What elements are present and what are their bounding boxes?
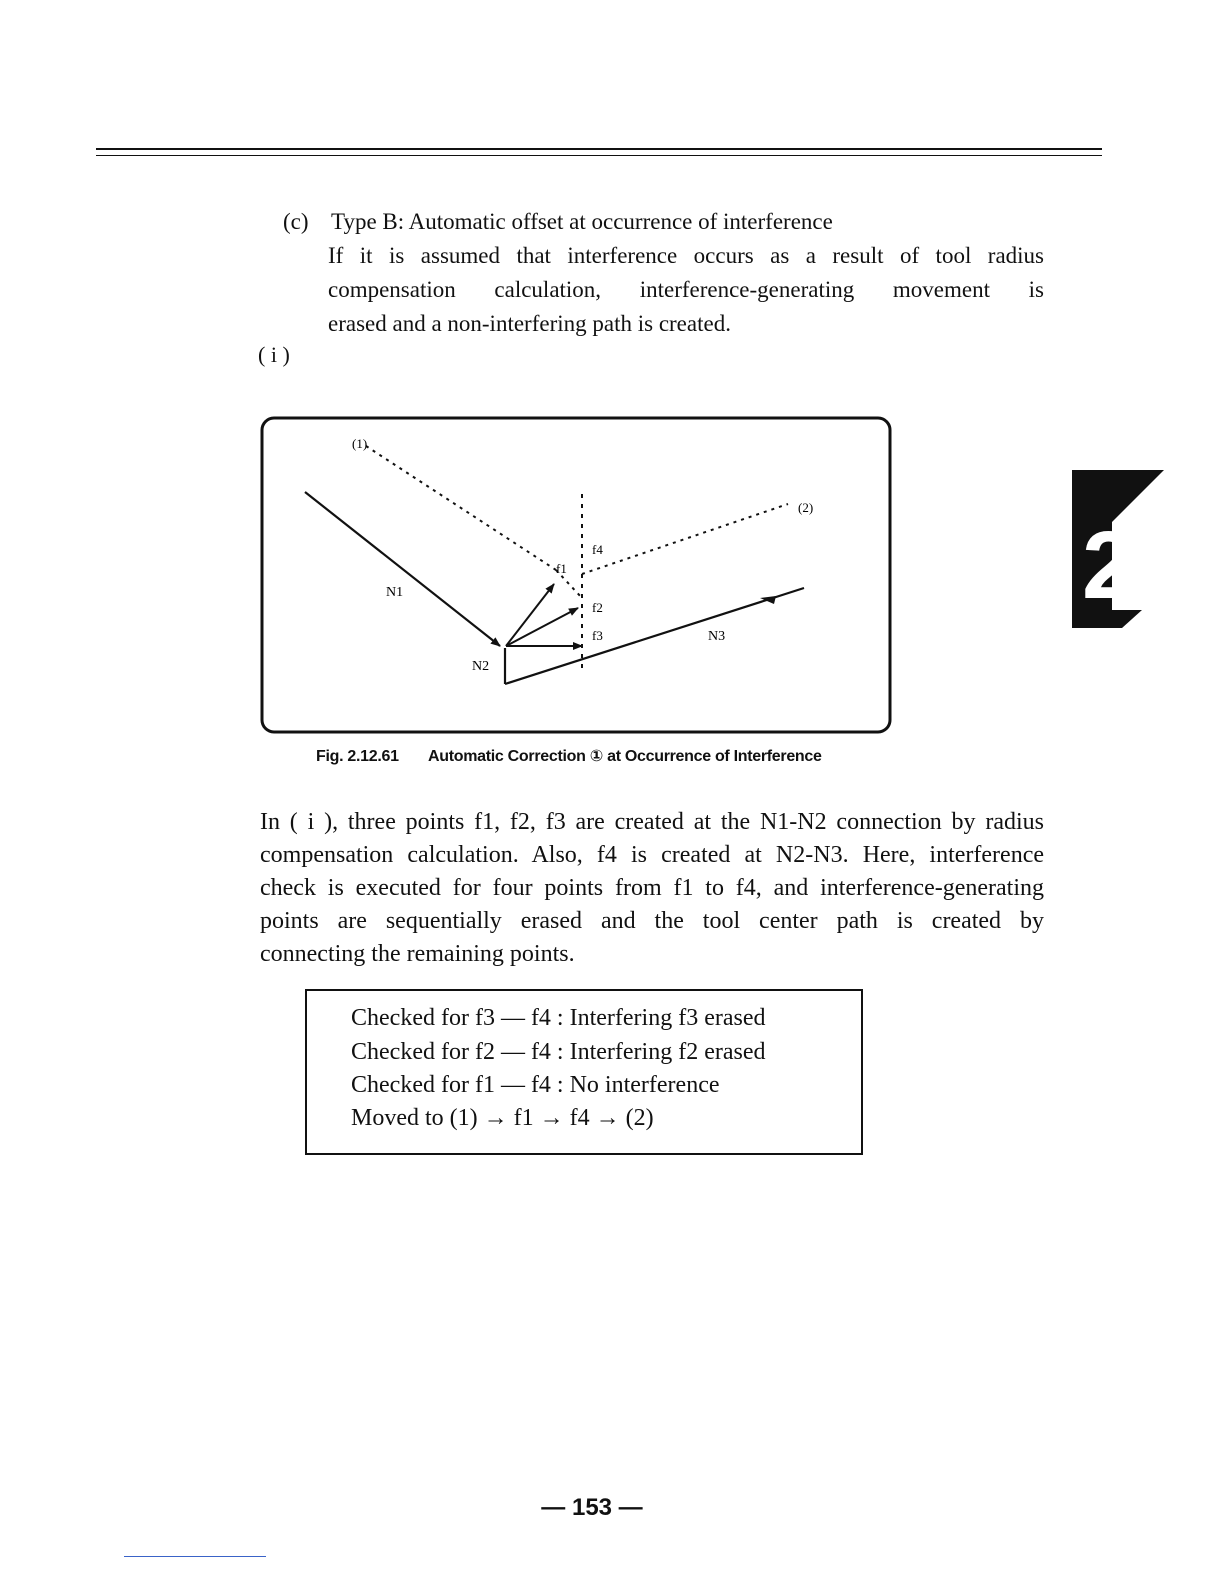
body-line: compensation calculation. Also, f4 is created at N2-N3. Here, interference <box>260 842 1044 868</box>
header-rule-bottom <box>96 155 1102 156</box>
tool-path-start <box>366 446 556 570</box>
n3-arrowhead <box>760 596 776 604</box>
check-line: Checked for f3 — f4 : Interfering f3 erased <box>351 1005 766 1031</box>
label-n3: N3 <box>708 629 726 644</box>
check-line: Checked for f2 — f4 : Interfering f2 erased <box>351 1039 766 1065</box>
caption-number: Fig. 2.12.61 <box>316 748 399 765</box>
paragraph-line: If it is assumed that interference occurs as a result of tool radius <box>328 243 1044 268</box>
label-f3: f3 <box>592 628 603 643</box>
chapter-tab <box>1072 470 1164 628</box>
body-line: connecting the remaining points. <box>260 941 575 967</box>
label-n2: N2 <box>472 659 490 674</box>
n1-path <box>305 492 500 646</box>
section-paragraph <box>328 239 1044 341</box>
tool-path-f4-end <box>582 504 788 574</box>
body-line: In ( i ), three points f1, f2, f3 are created at the N1-N2 connection by radius <box>260 809 1044 835</box>
body-line: points are sequentially erased and the tool center path is created by <box>260 908 1044 934</box>
chapter-tab-number: 2 <box>1082 512 1136 619</box>
section-heading <box>283 205 833 239</box>
body-paragraph <box>260 806 1044 971</box>
paragraph-line: compensation calculation, interference-generating movement is <box>328 277 1044 302</box>
label-f1: f1 <box>556 561 567 576</box>
footer-line <box>124 1556 266 1557</box>
label-n1: N1 <box>386 585 404 600</box>
section-label: (c) <box>283 209 309 234</box>
label-f4: f4 <box>592 542 603 557</box>
label-f2: f2 <box>592 600 603 615</box>
vector-f1 <box>506 584 554 646</box>
page-number: — 153 — <box>541 1494 643 1521</box>
caption-text: Automatic Correction ① at Occurrence of Interference <box>428 748 822 765</box>
vector-f2 <box>506 608 578 646</box>
label-start: (1) <box>352 436 368 451</box>
check-line: Moved to (1) → f1 → f4 → (2) <box>351 1105 654 1131</box>
section-title: Type B: Automatic offset at occurrence of interference <box>331 209 833 234</box>
n3-path <box>505 588 804 684</box>
body-line: check is executed for four points from f1 to f4, and interference-generating <box>260 875 1044 901</box>
header-rule-top <box>96 148 1102 150</box>
figure-caption <box>316 746 822 766</box>
subsection-label: ( i ) <box>258 342 290 367</box>
check-summary-box <box>305 989 863 1155</box>
interference-figure <box>260 416 892 734</box>
paragraph-line: erased and a non-interfering path is created. <box>328 311 731 336</box>
check-line: Checked for f1 — f4 : No interference <box>351 1072 720 1098</box>
label-end: (2) <box>798 500 814 515</box>
figure-frame <box>262 418 890 732</box>
